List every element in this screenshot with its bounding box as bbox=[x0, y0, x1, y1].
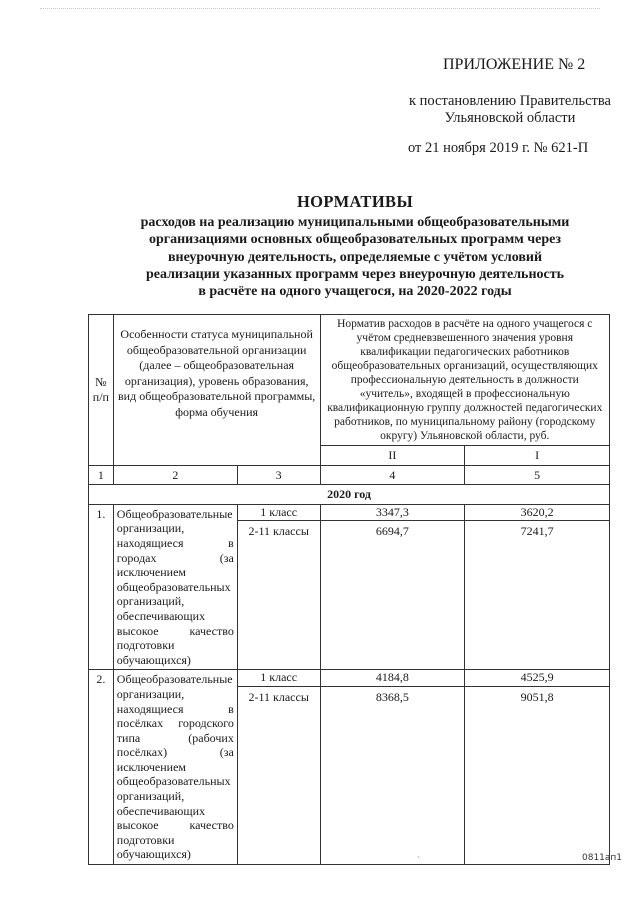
value-grade1: 3347,3 bbox=[321, 505, 465, 522]
row-values-ii bbox=[320, 504, 465, 670]
grade-rest: 2-11 классы bbox=[248, 524, 309, 539]
row-features: Общеобразовательные организации, находящиеся в посёлках городского типа (рабочих посёлках) (за исключением общеобразовательных организаций, обеспечивающих высокое качество подготовки обучающихся) bbox=[113, 670, 237, 865]
document-code: 0811ап1 bbox=[582, 853, 623, 863]
row-grades bbox=[237, 670, 320, 865]
scan-border-line bbox=[40, 8, 600, 10]
value-grade1: 3620,2 bbox=[465, 505, 609, 522]
header-norm: Норматив расходов в расчёте на одного учащегося с учётом средневзвешенного значения уровня квалификации педагогических работников общеобразовательных организаций, осуществляющих профессиональную деятельность в должности «учитель», входящей в профессиональную квалификационную группу должностей педагогических работников, по муниципальному району (городскому округу) Ульяновской области, руб. bbox=[320, 315, 609, 446]
scan-mark: ` bbox=[417, 856, 421, 867]
table-index-row bbox=[89, 465, 610, 485]
row-grades bbox=[237, 504, 320, 670]
index-cell: 2 bbox=[113, 465, 237, 485]
norms-table bbox=[88, 314, 610, 865]
value-grade2: 9051,8 bbox=[520, 689, 554, 704]
grade-first: 1 класс bbox=[238, 505, 320, 522]
index-cell: 3 bbox=[237, 465, 320, 485]
value-grade2: 7241,7 bbox=[520, 524, 554, 539]
value-grade2: 6694,7 bbox=[375, 524, 409, 539]
row-num: 2. bbox=[89, 670, 114, 865]
index-cell: 5 bbox=[465, 465, 610, 485]
title-line: расходов на реализацию муниципальными общеобразовательными bbox=[140, 215, 570, 230]
table-row bbox=[89, 504, 610, 670]
header-roman-a: II bbox=[320, 446, 465, 466]
value-grade1: 4525,9 bbox=[465, 670, 609, 687]
resolution-date: от 21 ноября 2019 г. № 621-П bbox=[408, 140, 589, 156]
row-features: Общеобразовательные организации, находящиеся в городах (за исключением общеобразовательных организаций, обеспечивающих высокое качество подготовки обучающихся) bbox=[113, 504, 237, 670]
resolution-line-1: к постановлению Правительства bbox=[409, 93, 611, 109]
title-line: в расчёте на одного учащегося, на 2020-2022 годы bbox=[198, 284, 512, 300]
title-line: организациями основных общеобразовательных программ через bbox=[148, 232, 562, 248]
row-values-ii bbox=[320, 670, 465, 865]
header-roman-b: I bbox=[465, 446, 610, 466]
grade-first: 1 класс bbox=[238, 670, 320, 687]
table-year-row bbox=[89, 485, 610, 505]
document-title bbox=[100, 192, 610, 300]
header-num: № п/п bbox=[89, 315, 114, 466]
appendix-label: ПРИЛОЖЕНИЕ № 2 bbox=[443, 56, 586, 73]
index-cell: 1 bbox=[89, 465, 114, 485]
row-values-i bbox=[465, 504, 610, 670]
title-line: внеурочную деятельность, определяемые с учётом условий bbox=[167, 249, 543, 265]
resolution-line-2: Ульяновской области bbox=[444, 110, 576, 126]
row-values-i bbox=[465, 670, 610, 865]
table-row bbox=[89, 670, 610, 865]
title-subtitle bbox=[100, 214, 610, 300]
row-num: 1. bbox=[89, 504, 114, 670]
year-label: 2020 год bbox=[89, 485, 610, 505]
grade-rest: 2-11 классы bbox=[248, 689, 309, 704]
title-main: НОРМАТИВЫ bbox=[296, 192, 414, 211]
value-grade2: 8368,5 bbox=[375, 689, 409, 704]
resolution-reference bbox=[404, 93, 616, 127]
title-line: реализации указанных программ через внеурочную деятельность bbox=[145, 266, 565, 282]
header-features: Особенности статуса муниципальной общеобразовательной организации (далее – общеобразовательная организация), уровень образования, вид общеобразовательной программы, форма обучения bbox=[113, 315, 320, 466]
value-grade1: 4184,8 bbox=[321, 670, 465, 687]
table-header-row bbox=[89, 315, 610, 446]
index-cell: 4 bbox=[320, 465, 465, 485]
